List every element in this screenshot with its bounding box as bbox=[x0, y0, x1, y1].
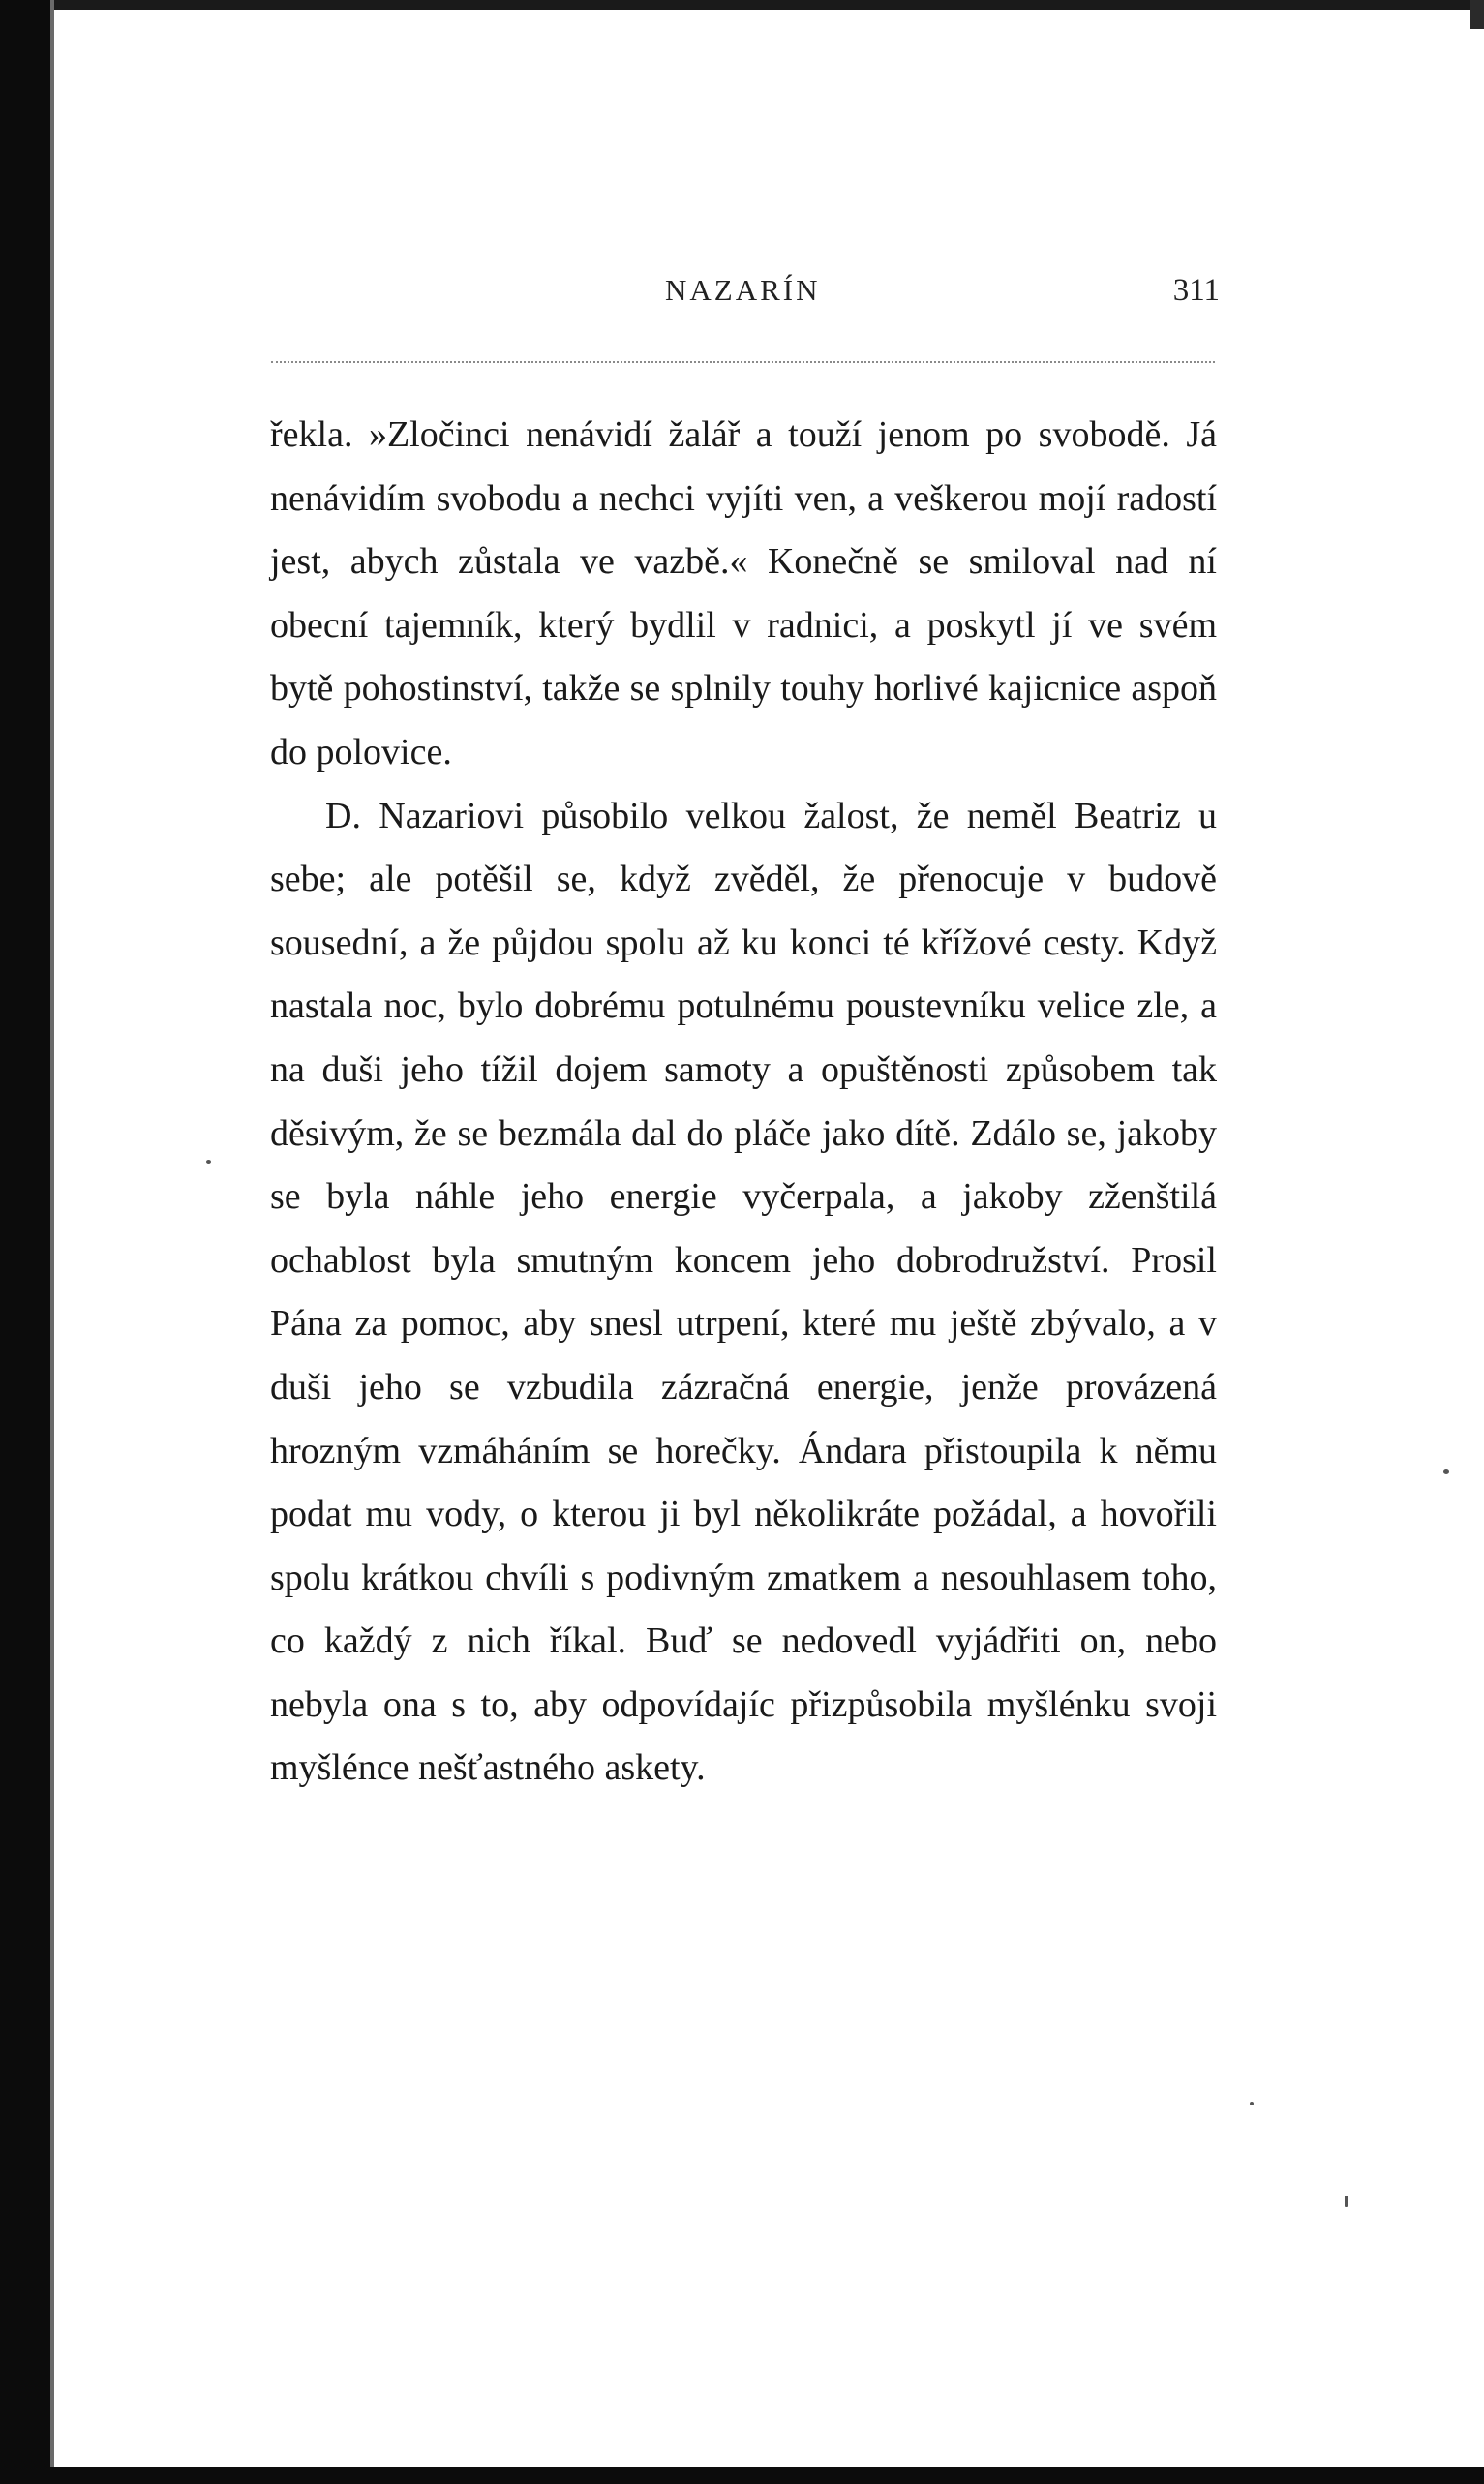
scan-speck bbox=[206, 1160, 211, 1164]
body-text bbox=[270, 404, 1217, 1801]
paragraph-1: řekla. »Zločinci nenávidí žalář a touží jenom po svobodě. Já nenávidím svobodu a nechci vyjíti ven, a veškerou mojí radostí jest, abych zůstala ve vazbě.« Konečně se smiloval nad ní obecní tajemník, který bydlil v radnici, a poskytl jí ve svém bytě pohostinství, takže se splnily touhy horlivé kajicnice aspoň do polovice. bbox=[270, 414, 1217, 772]
scan-speck bbox=[1250, 2102, 1254, 2105]
scan-border-left-shadow bbox=[50, 0, 54, 2484]
scan-border-top bbox=[0, 0, 1484, 10]
scan-speck bbox=[1443, 1469, 1449, 1474]
scan-border-left bbox=[0, 0, 50, 2484]
page-number: 311 bbox=[1172, 273, 1220, 308]
scan-border-bottom bbox=[0, 2467, 1484, 2484]
scan-border-right-corner bbox=[1470, 0, 1484, 29]
scan-speck bbox=[1345, 2196, 1348, 2207]
header-rule bbox=[271, 361, 1215, 363]
paragraph-2: D. Nazariovi působilo velkou žalost, že neměl Beatriz u sebe; ale potěšil se, když zvěděl, že přenocuje v budově sousední, a že půjdou spolu až ku konci té křížové cesty. Když nastala noc, bylo dobrému potulnému poustevníku velice zle, a na duši jeho tížil dojem samoty a opuštěnosti způsobem tak děsivým, že se bezmála dal do pláče jako dítě. Zdálo se, jakoby se byla náhle jeho energie vyčerpala, a jakoby zženštilá ochablost byla smutným koncem jeho dobrodružství. Prosil Pána za pomoc, aby snesl utrpení, které mu ještě zbývalo, a v duši jeho se vzbudila zázračná energie, jenže provázená hrozným vzmáháním se horečky. Ándara přistoupila k němu podat mu vody, o kterou ji byl několikráte požádal, a hovořili spolu krátkou chvíli s podivným zmatkem a nesouhlasem toho, co každý z nich říkal. Buď se nedovedl vyjádřiti on, nebo nebyla ona s to, aby odpovídajíc přizpůsobila myšlénku svoji myšlénce nešťastného askety. bbox=[270, 795, 1217, 1789]
running-title: NAZARÍN bbox=[665, 273, 821, 307]
page-header bbox=[271, 273, 1220, 321]
